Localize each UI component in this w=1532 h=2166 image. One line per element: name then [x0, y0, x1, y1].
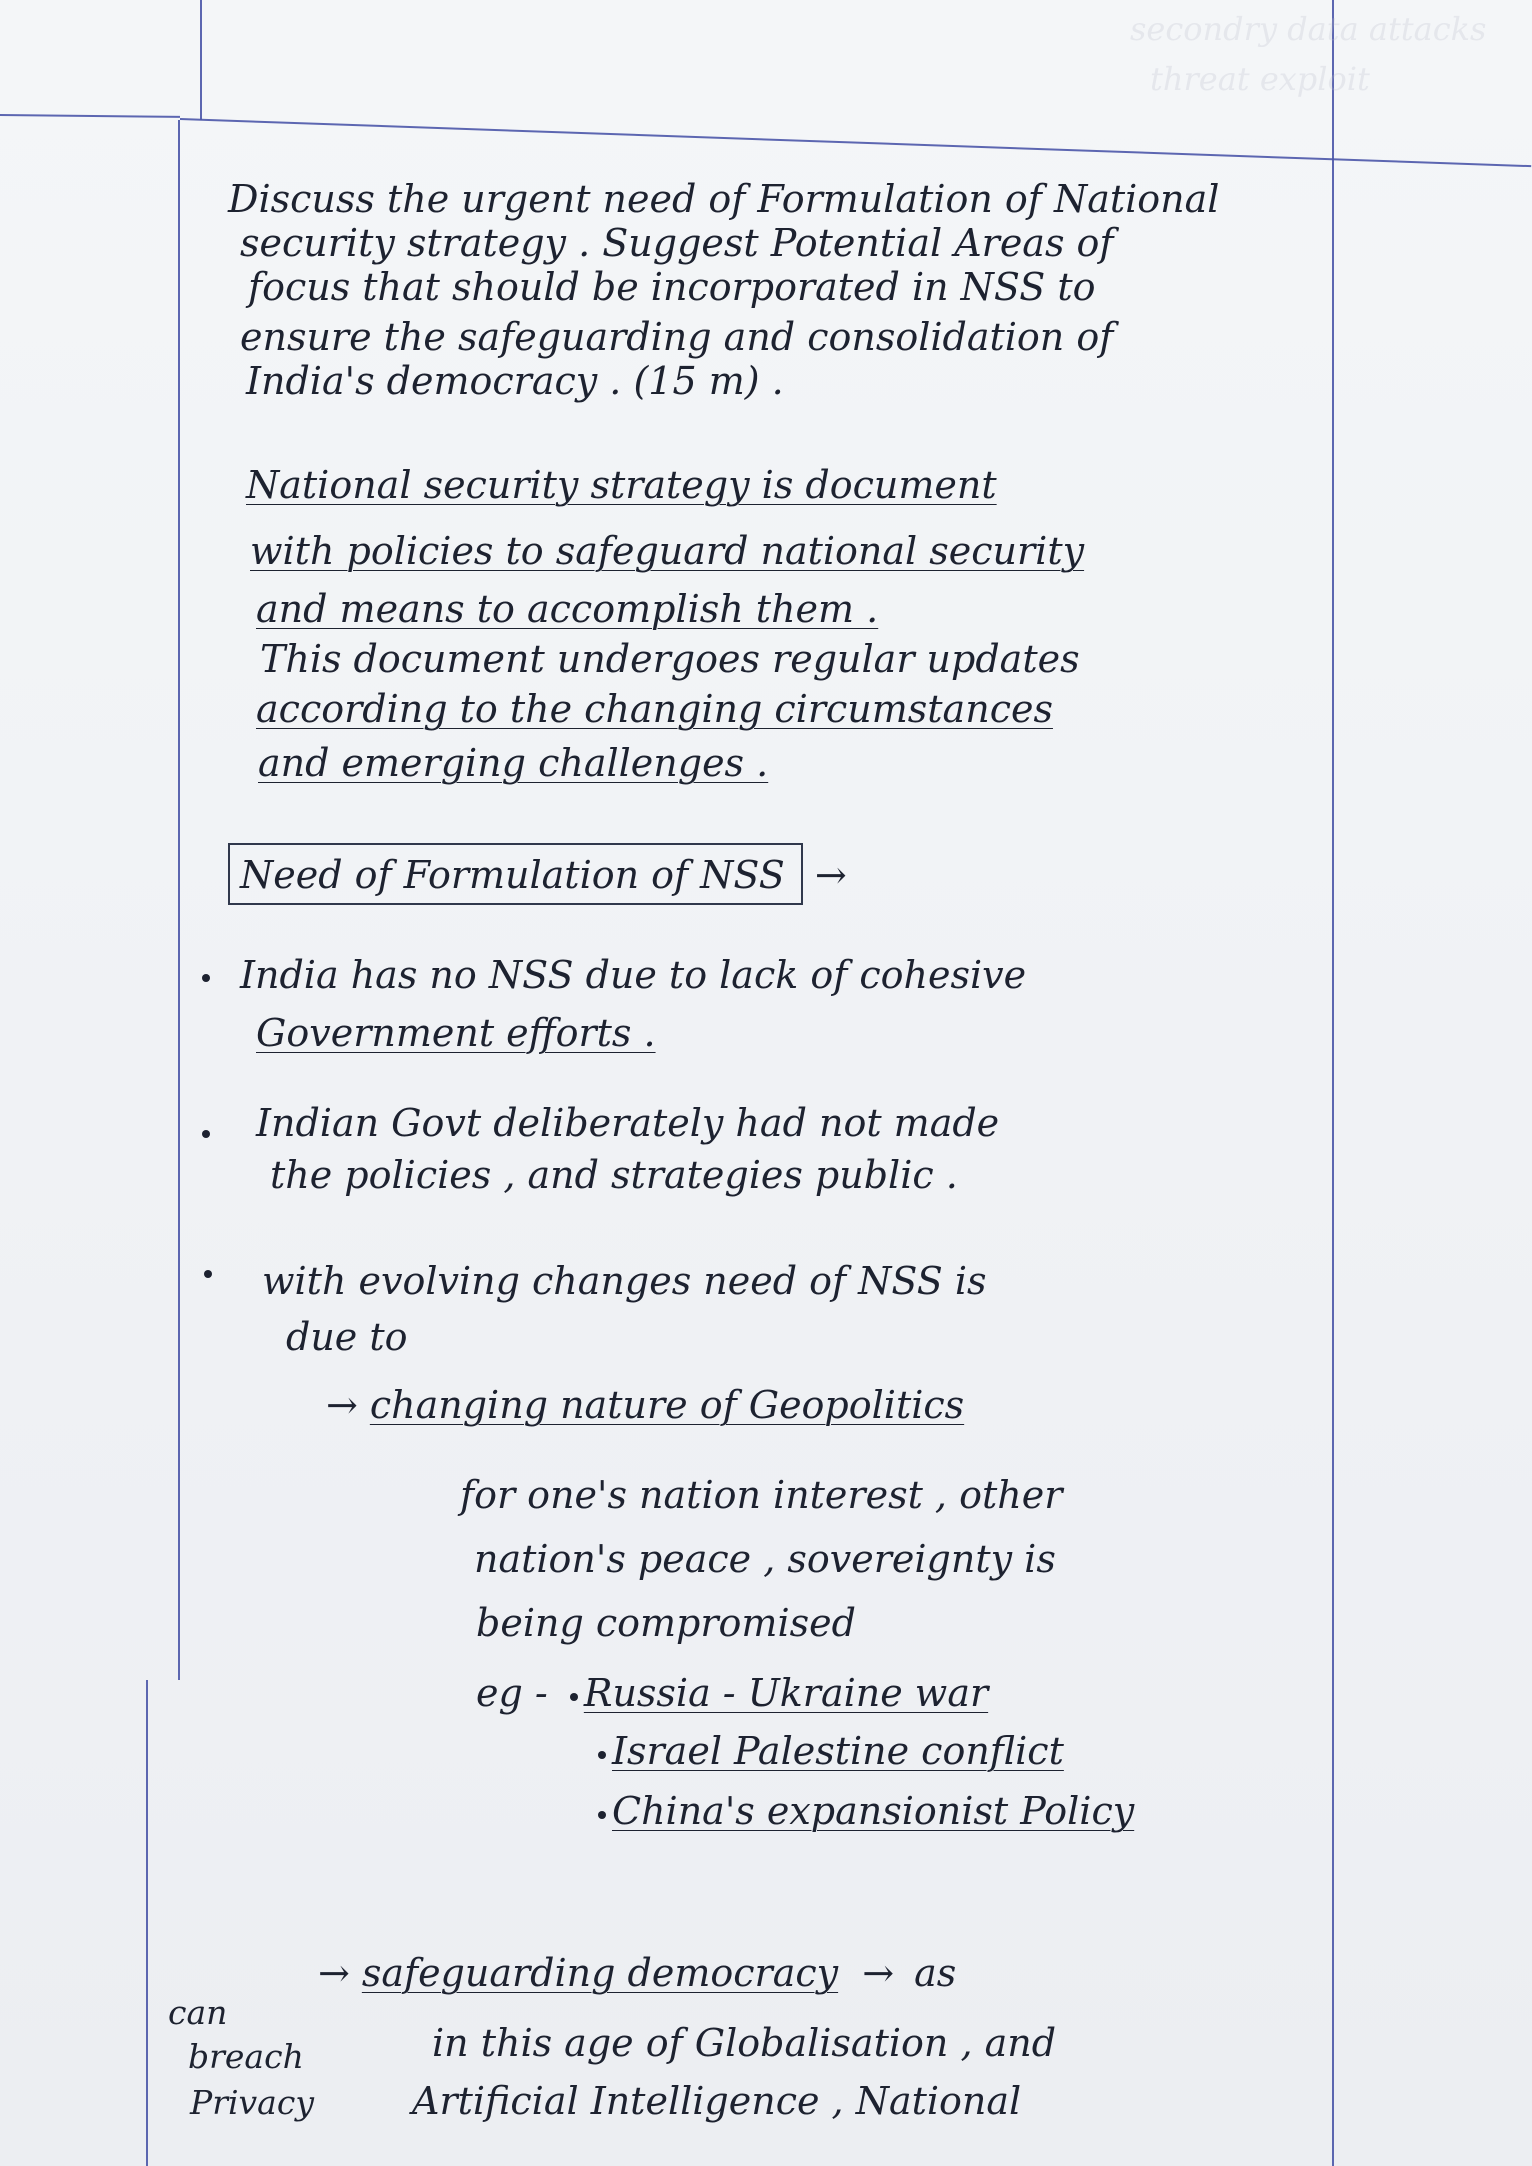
example-line: [598, 1789, 1135, 1833]
bullet-icon: [598, 1811, 606, 1819]
margin-note-line: breach: [188, 2037, 304, 2076]
margin-rule-top-left: [200, 0, 202, 120]
subpoint-line: in this age of Globalisation , and: [432, 2021, 1057, 2065]
margin-rule-left: [178, 120, 180, 1680]
margin-rule-right: [1332, 0, 1334, 2166]
subpoint-geopolitics: [326, 1383, 965, 1427]
example-item: China's expansionist Policy: [612, 1789, 1135, 1833]
margin-note-line: Privacy: [190, 2083, 314, 2122]
question-line: India's democracy . (15 m) .: [246, 359, 784, 403]
subpoint-line: Artificial Intelligence , National: [412, 2079, 1022, 2123]
bleed-through-text: secondry data attacks: [1130, 10, 1487, 48]
section-heading-arrow: →: [814, 853, 847, 897]
question-line: focus that should be incorporated in NSS to: [248, 265, 1096, 309]
question-line: ensure the safeguarding and consolidation of: [240, 315, 1114, 359]
section-heading-text: Need of Formulation of NSS: [228, 843, 803, 905]
example-line: [476, 1671, 989, 1715]
example-item: Russia - Ukraine war: [583, 1671, 989, 1715]
point-line: the policies , and strategies public .: [270, 1153, 958, 1197]
top-rule-left: [0, 114, 180, 118]
example-item: Israel Palestine conflict: [612, 1729, 1064, 1773]
bleed-through-text: threat exploit: [1150, 60, 1370, 98]
point-line: Indian Govt deliberately had not made: [256, 1101, 1000, 1145]
bullet-icon: [202, 1130, 210, 1138]
subpoint-title: safeguarding democracy: [361, 1951, 839, 1995]
intro-line: according to the changing circumstances: [256, 687, 1053, 731]
point-line: due to: [286, 1315, 408, 1359]
intro-line: This document undergoes regular updates: [260, 637, 1080, 681]
point-line: India has no NSS due to lack of cohesive: [240, 953, 1027, 997]
margin-note-line: can: [168, 1993, 228, 2032]
section-heading: [228, 853, 847, 897]
subpoint-line: for one's nation interest , other: [460, 1473, 1063, 1517]
subpoint-title: changing nature of Geopolitics: [369, 1383, 965, 1427]
subpoint-democracy: [318, 1951, 957, 1995]
arrow-icon: →: [326, 1383, 358, 1427]
question-line: security strategy . Suggest Potential Areas of: [240, 221, 1114, 265]
example-label: eg -: [476, 1671, 548, 1715]
arrow-icon: →: [318, 1951, 350, 1995]
intro-line: and means to accomplish them .: [256, 587, 879, 631]
intro-line: with policies to safeguard national security: [250, 529, 1085, 573]
top-rule-right: [180, 118, 1531, 167]
subpoint-line: nation's peace , sovereignty is: [474, 1537, 1056, 1581]
subpoint-line: being compromised: [476, 1601, 856, 1645]
arrow-icon: →: [862, 1951, 895, 1995]
point-line: with evolving changes need of NSS is: [262, 1259, 987, 1303]
intro-line: and emerging challenges .: [258, 741, 769, 785]
subpoint-word: as: [914, 1951, 957, 1995]
margin-rule-left-lower: [146, 1680, 148, 2166]
bullet-icon: [598, 1751, 606, 1759]
bullet-icon: [202, 974, 210, 982]
intro-line: National security strategy is document: [246, 463, 997, 507]
point-line: Government efforts .: [256, 1011, 656, 1055]
bullet-icon: [204, 1270, 212, 1278]
question-line: Discuss the urgent need of Formulation of National: [228, 177, 1220, 221]
example-line: [598, 1729, 1064, 1773]
bullet-icon: [570, 1693, 578, 1701]
